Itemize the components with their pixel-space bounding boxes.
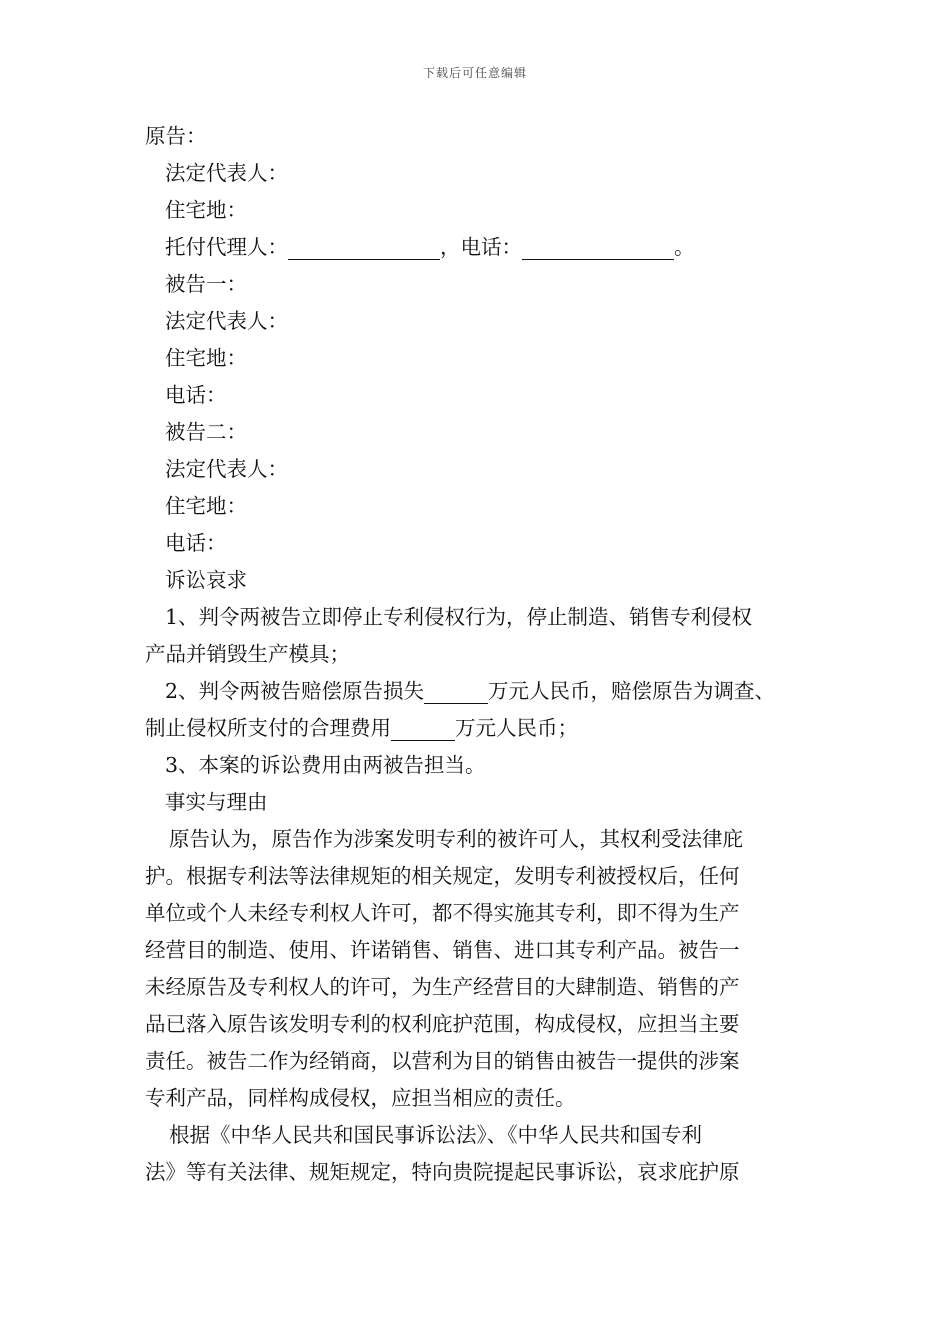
phone-label: ，电话： [440,235,522,259]
claim-item-1-line-2: 产品并销毁生产模具； [145,642,350,666]
defendant2-phone: 电话： [165,531,227,555]
defendant2-address: 住宅地： [165,494,247,518]
defendant2-legal-rep: 法定代表人： [165,457,288,481]
claim-item-2-line-1 [145,673,815,710]
claim-item-2-text-b: 万元人民币，赔偿原告为调查、 [488,679,776,703]
facts-p1-line-5: 未经原告及专利权人的许可，为生产经营目的大肆制造、销售的产 [145,975,740,999]
defendant1-address: 住宅地： [165,346,247,370]
plaintiff-title: 原告： [145,124,207,148]
claim-item-2-text-a: 2、判令两被告赔偿原告损失 [165,679,425,703]
defendant1-phone: 电话： [165,383,227,407]
agent-blank[interactable] [288,233,440,260]
facts-p1-line-7: 责任。被告二作为经销商，以营利为目的销售由被告一提供的涉案 [145,1049,740,1073]
facts-heading: 事实与理由 [165,790,268,814]
phone-blank[interactable] [522,233,674,260]
claims-heading: 诉讼哀求 [165,568,247,592]
defendant2-title: 被告二： [165,420,247,444]
plaintiff-agent-line [145,229,815,266]
cost-amount-blank[interactable] [391,714,455,741]
facts-p1-line-1: 原告认为，原告作为涉案发明专利的被许可人，其权利受法律庇 [169,827,743,851]
claim-item-2-line-2 [145,710,815,747]
page-header: 下载后可任意编辑 [422,66,527,80]
plaintiff-legal-rep: 法定代表人： [165,161,288,185]
defendant1-title: 被告一： [165,272,247,296]
claim-item-2-text-d: 万元人民币； [455,716,578,740]
claim-item-1-line-1: 1、判令两被告立即停止专利侵权行为，停止制造、销售专利侵权 [165,605,753,629]
agent-label: 托付代理人： [165,235,288,259]
facts-p1-line-4: 经营目的制造、使用、许诺销售、销售、进口其专利产品。被告一 [145,938,740,962]
facts-p1-line-3: 单位或个人未经专利权人许可，都不得实施其专利，即不得为生产 [145,901,740,925]
facts-p1-line-6: 品已落入原告该发明专利的权利庇护范围，构成侵权，应担当主要 [145,1012,740,1036]
document-body [145,118,815,1191]
claim-item-2-text-c: 制止侵权所支付的合理费用 [145,716,391,740]
facts-p1-line-8: 专利产品，同样构成侵权，应担当相应的责任。 [145,1086,576,1110]
end-mark: 。 [674,235,695,259]
claim-item-3: 3、本案的诉讼费用由两被告担当。 [165,753,486,777]
facts-p2-line-2: 法》等有关法律、规矩规定，特向贵院提起民事诉讼，哀求庇护原 [145,1160,740,1184]
facts-p1-line-2: 护。根据专利法等法律规矩的相关规定，发明专利被授权后，任何 [145,864,740,888]
loss-amount-blank[interactable] [424,677,488,704]
plaintiff-address: 住宅地： [165,198,247,222]
facts-p2-line-1: 根据《中华人民共和国民事诉讼法》、《中华人民共和国专利 [169,1123,702,1147]
defendant1-legal-rep: 法定代表人： [165,309,288,333]
